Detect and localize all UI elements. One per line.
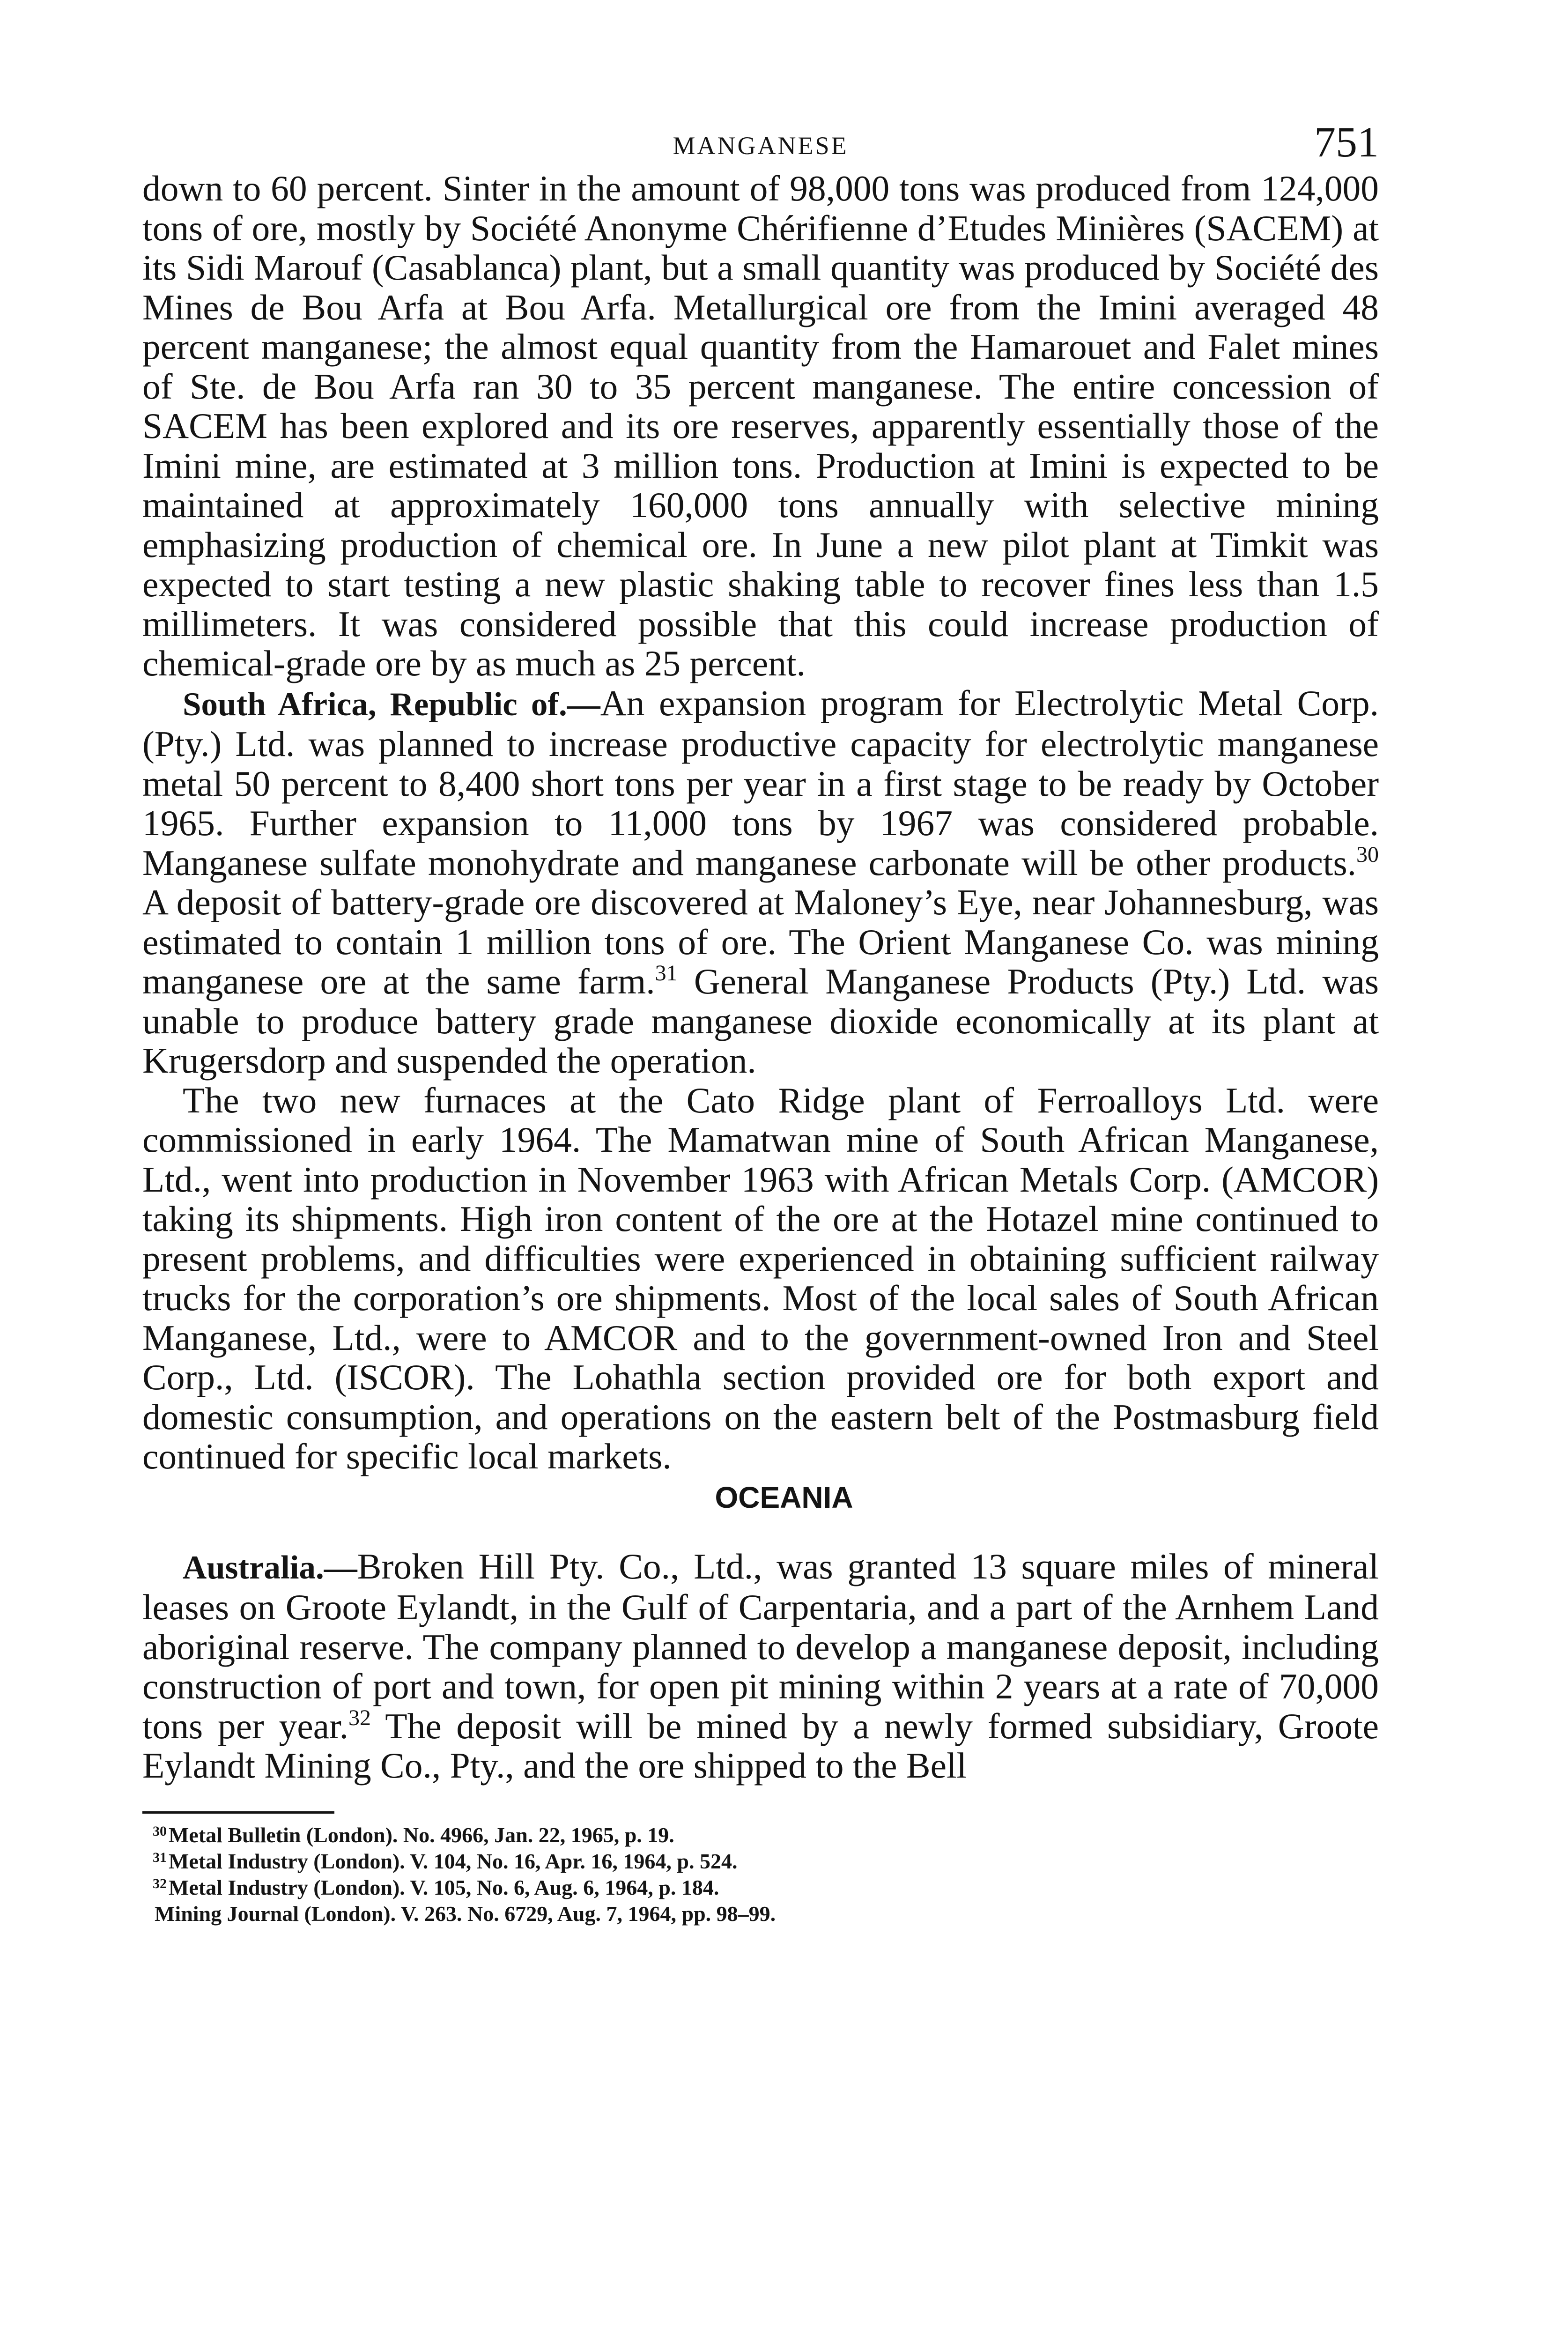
footnote	[142, 1820, 1379, 1846]
run-in-heading: South Africa, Republic of.—	[183, 686, 600, 723]
footnote-text: Mining Journal (London). V. 263. No. 6729, Aug. 7, 1964, pp. 98–99.	[155, 1901, 776, 1926]
footnote-list	[142, 1820, 1379, 1925]
footnote	[142, 1846, 1379, 1873]
paragraph-text: The two new furnaces at the Cato Ridge plant of Ferroalloys Ltd. were commissioned in early 1964. The Mamatwan mine of South African Manganese, Ltd., went into production in November 1963 with African Metals Corp. (AMCOR) taking its shipments. High iron content of the ore at the Hotazel mine continued to present problems, and difficulties were experienced in obtaining sufficient railway trucks for the corporation’s ore shipments. Most of the local sales of South African Manganese, Ltd., were to AMCOR and to the government-owned Iron and Steel Corp., Ltd. (ISCOR). The Lohathla section provided ore for both export and domestic consumption, and operations on the eastern belt of the Postmasburg field continued for specific local markets.	[142, 1080, 1379, 1476]
footnote-divider	[142, 1811, 334, 1814]
paragraph-text: An expansion program for Electrolytic Metal Corp. (Pty.) Ltd. was planned to increase productive capacity for electrolytic manganese metal 50 percent to 8,400 short tons per year in a first stage to be ready by October 1965. Further expansion to 11,000 tons by 1967 was considered probable. Manganese sulfate monohydrate and manganese carbonate will be other products.	[142, 682, 1379, 883]
page-number: 751	[1314, 118, 1379, 166]
footnote-number: 30	[153, 1823, 167, 1839]
footnote-reference[interactable]: 32	[348, 1705, 371, 1730]
paragraph-cato-ridge	[142, 1081, 1379, 1476]
footnote-text: Metal Industry (London). V. 105, No. 6, Aug. 6, 1964, p. 184.	[169, 1875, 719, 1899]
paragraph-text: down to 60 percent. Sinter in the amount of 98,000 tons was produced from 124,000 tons of ore, mostly by Société Anonyme Chérifienne d’Etudes Minières (SACEM) at its Sidi Marouf (Casablanca) plant, but a small quantity was produced by Société des Mines de Bou Arfa at Bou Arfa. Metallurgical ore from the Imini averaged 48 percent manganese; the almost equal quantity from the Hamarouet and Falet mines of Ste. de Bou Arfa ran 30 to 35 percent manganese. The entire concession of SACEM has been explored and its ore reserves, apparently essentially those of the Imini mine, are estimated at 3 million tons. Production at Imini is expected to be maintained at approximately 160,000 tons annually with selective mining emphasizing production of chemical ore. In June a new pilot plant at Timkit was expected to start testing a new plastic shaking table to recover fines less than 1.5 millimeters. It was considered possible that this could increase production of chemical-grade ore by as much as 25 percent.	[142, 168, 1379, 683]
footnote	[142, 1873, 1379, 1899]
paragraph-text: The deposit will be mined by a newly formed subsidiary, Groote Eylandt Mining Co., Pty., and the ore shipped to the Bell	[142, 1705, 1379, 1786]
footnote	[142, 1899, 1379, 1925]
footnote-text: Metal Bulletin (London). No. 4966, Jan. 22, 1965, p. 19.	[169, 1823, 674, 1847]
paragraph-morocco-continuation	[142, 169, 1379, 683]
footnote-number: 32	[153, 1875, 167, 1891]
section-heading: OCEANIA	[715, 1480, 853, 1514]
paragraph-text: A deposit of battery-grade ore discovered at Maloney’s Eye, near Johannesburg, was estimated to contain 1 million tons of ore. The Orient Manganese Co. was mining manganese ore at the same farm.	[142, 882, 1379, 1001]
paragraph-text: General Manganese Products (Pty.) Ltd. was unable to produce battery grade manganese dioxide economically at its plant at Krugersdorp and suspended the operation.	[142, 961, 1379, 1081]
footnote-reference[interactable]: 30	[1356, 842, 1379, 867]
footnote-text: Metal Industry (London). V. 104, No. 16, Apr. 16, 1964, p. 524.	[169, 1849, 738, 1873]
run-in-heading: Australia.—	[183, 1549, 357, 1586]
document-page	[142, 117, 1379, 1925]
footnote-reference[interactable]: 31	[655, 961, 678, 986]
paragraph-south-africa	[142, 683, 1379, 1081]
paragraph-text: Broken Hill Pty. Co., Ltd., was granted 13 square miles of mineral leases on Groote Eylandt, in the Gulf of Carpentaria, and a part of the Arnhem Land aboriginal reserve. The company planned to develop a manganese deposit, including construction of port and town, for open pit mining within 2 years at a rate of 70,000 tons per year.	[142, 1546, 1379, 1746]
paragraph-australia	[142, 1547, 1379, 1786]
running-header	[142, 117, 1379, 169]
running-title: MANGANESE	[673, 132, 849, 160]
footnote-number: 31	[153, 1849, 167, 1865]
